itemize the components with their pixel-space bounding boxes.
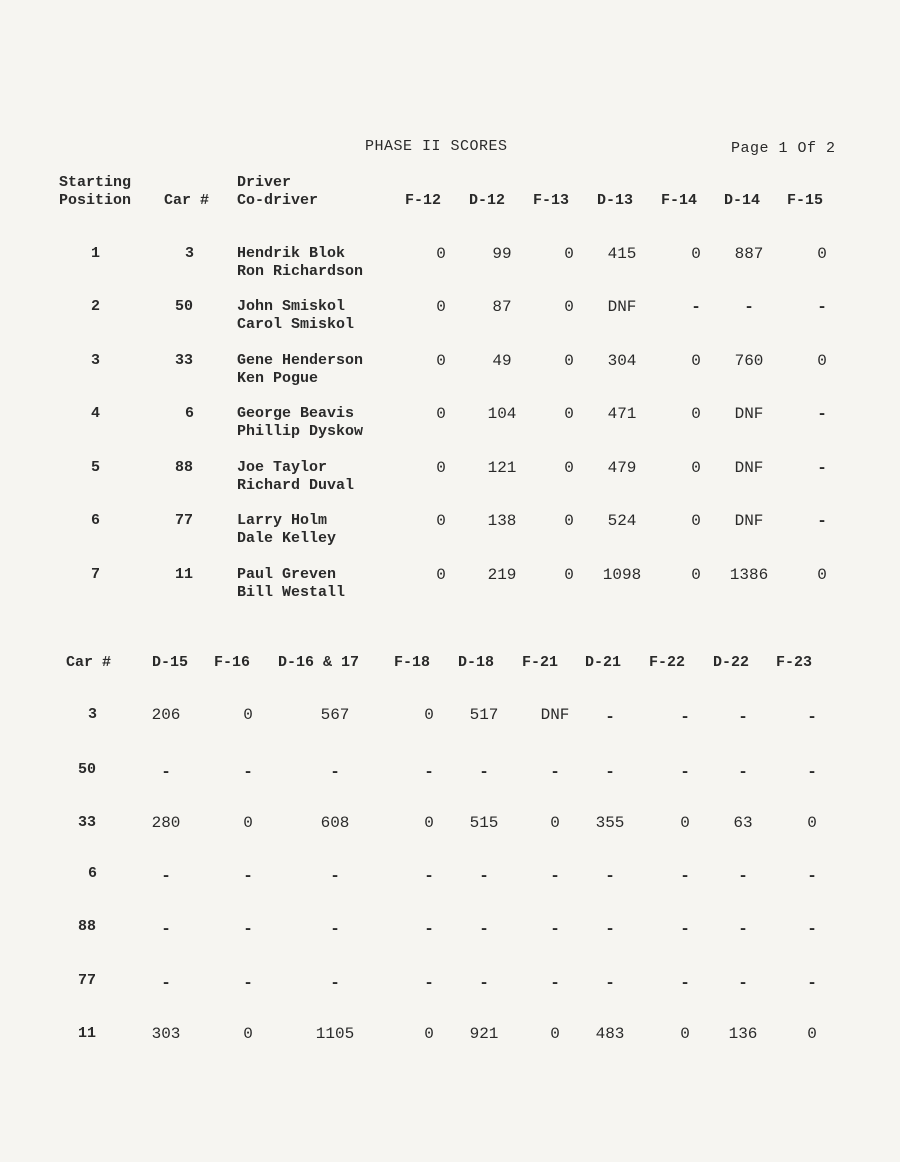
table1-col-header: F-13 <box>533 192 570 209</box>
score-cell: - <box>605 920 615 938</box>
score-cell: 0 <box>564 352 574 370</box>
score-cell: 0 <box>424 706 434 724</box>
table2-header-car: Car # <box>66 654 112 671</box>
score-cell: 0 <box>807 1025 817 1043</box>
car-number: 3 <box>88 706 98 723</box>
score-cell: DNF <box>607 298 637 316</box>
table2-col-header: D-16 & 17 <box>278 654 360 671</box>
table2-col-header: D-18 <box>458 654 495 671</box>
car-number: 3 <box>185 245 195 262</box>
score-cell: - <box>605 867 615 885</box>
score-cell: 104 <box>487 405 517 423</box>
score-cell: - <box>550 867 560 885</box>
score-cell: 921 <box>469 1025 499 1043</box>
header-starting: Starting <box>59 174 132 191</box>
table2-col-header: D-21 <box>585 654 622 671</box>
score-cell: 0 <box>564 245 574 263</box>
score-cell: - <box>738 920 748 938</box>
score-cell: - <box>817 298 827 316</box>
table1-col-header: F-14 <box>661 192 698 209</box>
score-cell: 0 <box>691 512 701 530</box>
codriver-name: Bill Westall <box>237 584 346 601</box>
car-number: 50 <box>78 761 97 778</box>
score-cell: 483 <box>595 1025 625 1043</box>
table1-col-header: D-14 <box>724 192 761 209</box>
score-cell: - <box>243 763 253 781</box>
driver-name: Larry Holm <box>237 512 328 529</box>
table1-col-header: D-12 <box>469 192 506 209</box>
score-cell: - <box>605 708 615 726</box>
score-cell: 0 <box>817 352 827 370</box>
score-cell: 567 <box>320 706 350 724</box>
codriver-name: Carol Smiskol <box>237 316 355 333</box>
page-number: Page 1 Of 2 <box>731 140 836 157</box>
score-cell: - <box>424 763 434 781</box>
score-cell: 206 <box>151 706 181 724</box>
score-cell: - <box>161 920 171 938</box>
starting-position: 4 <box>91 405 101 422</box>
starting-position: 3 <box>91 352 101 369</box>
score-cell: - <box>680 974 690 992</box>
starting-position: 7 <box>91 566 101 583</box>
score-cell: 136 <box>728 1025 758 1043</box>
score-cell: - <box>479 920 489 938</box>
car-number: 6 <box>88 865 98 882</box>
score-cell: DNF <box>734 459 764 477</box>
score-cell: 0 <box>564 512 574 530</box>
score-cell: - <box>680 867 690 885</box>
table1-col-header: D-13 <box>597 192 634 209</box>
score-cell: - <box>691 298 701 316</box>
score-cell: - <box>807 708 817 726</box>
car-number: 6 <box>185 405 195 422</box>
starting-position: 5 <box>91 459 101 476</box>
score-cell: - <box>550 974 560 992</box>
score-cell: 63 <box>733 814 753 832</box>
score-cell: - <box>807 867 817 885</box>
score-cell: 760 <box>734 352 764 370</box>
car-number: 33 <box>78 814 97 831</box>
header-position: Position <box>59 192 132 209</box>
score-cell: 0 <box>691 405 701 423</box>
table1-col-header: F-12 <box>405 192 442 209</box>
score-cell: - <box>243 920 253 938</box>
score-cell: - <box>807 920 817 938</box>
table1-col-header: F-15 <box>787 192 824 209</box>
starting-position: 6 <box>91 512 101 529</box>
score-cell: - <box>550 920 560 938</box>
score-cell: 479 <box>607 459 637 477</box>
score-cell: 99 <box>492 245 512 263</box>
score-cell: 0 <box>691 566 701 584</box>
driver-name: Paul Greven <box>237 566 337 583</box>
score-cell: 0 <box>691 352 701 370</box>
score-cell: 0 <box>564 405 574 423</box>
score-cell: 0 <box>680 814 690 832</box>
score-cell: 0 <box>691 245 701 263</box>
score-cell: - <box>744 298 754 316</box>
score-cell: 0 <box>807 814 817 832</box>
score-cell: DNF <box>734 405 764 423</box>
score-cell: - <box>817 459 827 477</box>
score-cell: - <box>680 763 690 781</box>
score-cell: 87 <box>492 298 512 316</box>
car-number: 50 <box>175 298 194 315</box>
header-driver: Driver <box>237 174 292 191</box>
score-cell: 138 <box>487 512 517 530</box>
score-cell: 0 <box>424 1025 434 1043</box>
score-cell: - <box>738 867 748 885</box>
table2-col-header: D-15 <box>152 654 189 671</box>
score-cell: 219 <box>487 566 517 584</box>
driver-name: John Smiskol <box>237 298 346 315</box>
driver-name: Joe Taylor <box>237 459 328 476</box>
score-cell: 0 <box>436 459 446 477</box>
score-cell: 0 <box>243 1025 253 1043</box>
score-cell: - <box>243 974 253 992</box>
score-cell: - <box>817 512 827 530</box>
score-cell: 0 <box>436 512 446 530</box>
score-cell: 524 <box>607 512 637 530</box>
header-codriver: Co-driver <box>237 192 319 209</box>
codriver-name: Phillip Dyskow <box>237 423 364 440</box>
score-cell: 121 <box>487 459 517 477</box>
score-cell: - <box>605 974 615 992</box>
starting-position: 2 <box>91 298 101 315</box>
driver-name: Gene Henderson <box>237 352 364 369</box>
codriver-name: Ron Richardson <box>237 263 364 280</box>
car-number: 11 <box>175 566 194 583</box>
score-cell: 0 <box>424 814 434 832</box>
score-cell: 0 <box>550 1025 560 1043</box>
table2-col-header: F-21 <box>522 654 559 671</box>
score-cell: - <box>550 763 560 781</box>
score-cell: 517 <box>469 706 499 724</box>
score-cell: - <box>680 920 690 938</box>
table2-col-header: F-16 <box>214 654 251 671</box>
score-cell: - <box>479 974 489 992</box>
score-cell: 0 <box>817 566 827 584</box>
score-cell: 49 <box>492 352 512 370</box>
score-cell: 0 <box>564 459 574 477</box>
driver-name: Hendrik Blok <box>237 245 346 262</box>
score-cell: - <box>479 763 489 781</box>
page-title: PHASE II SCORES <box>365 138 508 155</box>
score-cell: 415 <box>607 245 637 263</box>
score-cell: - <box>807 763 817 781</box>
score-cell: 0 <box>243 814 253 832</box>
score-cell: - <box>330 920 340 938</box>
score-cell: - <box>330 867 340 885</box>
score-cell: - <box>424 974 434 992</box>
score-cell: 0 <box>564 298 574 316</box>
car-number: 11 <box>78 1025 97 1042</box>
score-cell: 304 <box>607 352 637 370</box>
score-cell: - <box>738 974 748 992</box>
score-cell: 887 <box>734 245 764 263</box>
score-cell: 0 <box>564 566 574 584</box>
score-cell: 280 <box>151 814 181 832</box>
car-number: 77 <box>78 972 97 989</box>
codriver-name: Ken Pogue <box>237 370 319 387</box>
score-cell: 1386 <box>729 566 769 584</box>
codriver-name: Dale Kelley <box>237 530 337 547</box>
score-cell: 1105 <box>315 1025 355 1043</box>
score-cell: 355 <box>595 814 625 832</box>
car-number: 77 <box>175 512 194 529</box>
score-cell: 471 <box>607 405 637 423</box>
score-cell: - <box>479 867 489 885</box>
starting-position: 1 <box>91 245 101 262</box>
header-car: Car # <box>164 192 210 209</box>
car-number: 88 <box>175 459 194 476</box>
driver-name: George Beavis <box>237 405 355 422</box>
score-cell: DNF <box>734 512 764 530</box>
score-cell: 0 <box>243 706 253 724</box>
car-number: 33 <box>175 352 194 369</box>
score-cell: 0 <box>436 405 446 423</box>
table2-col-header: D-22 <box>713 654 750 671</box>
score-cell: - <box>243 867 253 885</box>
score-cell: - <box>807 974 817 992</box>
score-cell: 0 <box>550 814 560 832</box>
score-cell: - <box>161 763 171 781</box>
score-cell: - <box>330 763 340 781</box>
score-cell: 303 <box>151 1025 181 1043</box>
score-cell: 0 <box>436 245 446 263</box>
score-cell: - <box>424 867 434 885</box>
codriver-name: Richard Duval <box>237 477 355 494</box>
score-cell: 0 <box>680 1025 690 1043</box>
score-cell: 0 <box>817 245 827 263</box>
score-cell: - <box>680 708 690 726</box>
score-cell: - <box>738 708 748 726</box>
score-cell: 0 <box>436 566 446 584</box>
table2-col-header: F-22 <box>649 654 686 671</box>
score-cell: - <box>605 763 615 781</box>
score-cell: - <box>161 974 171 992</box>
score-cell: 0 <box>691 459 701 477</box>
score-cell: 515 <box>469 814 499 832</box>
score-cell: 608 <box>320 814 350 832</box>
car-number: 88 <box>78 918 97 935</box>
score-cell: 1098 <box>602 566 642 584</box>
score-cell: - <box>424 920 434 938</box>
score-cell: 0 <box>436 352 446 370</box>
score-cell: 0 <box>436 298 446 316</box>
score-cell: - <box>738 763 748 781</box>
table2-col-header: F-18 <box>394 654 431 671</box>
score-cell: - <box>161 867 171 885</box>
score-cell: - <box>817 405 827 423</box>
score-cell: DNF <box>540 706 570 724</box>
table2-col-header: F-23 <box>776 654 813 671</box>
score-cell: - <box>330 974 340 992</box>
